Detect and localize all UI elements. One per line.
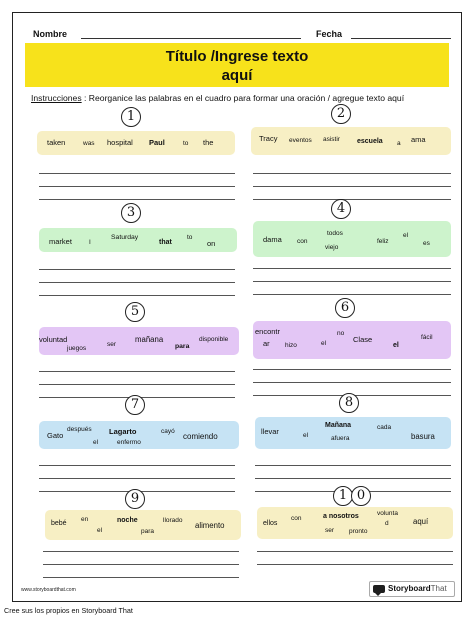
logo-bold-text: Storyboard [388, 584, 431, 593]
word: llorado [163, 517, 183, 524]
word: taken [47, 138, 66, 147]
word: d [385, 520, 389, 527]
word: ar [263, 339, 270, 348]
writing-line [39, 295, 235, 296]
word: hizo [285, 342, 297, 349]
word: I [89, 239, 91, 246]
word-box-8 [255, 417, 451, 449]
word: comiendo [183, 432, 218, 441]
word: aquí [413, 517, 429, 526]
worksheet [12, 12, 462, 602]
exercise-number-9: 9 [125, 489, 145, 509]
writing-line [255, 478, 451, 479]
exercise-number-10-digit-2: 0 [351, 486, 371, 506]
word: a nosotros [323, 513, 359, 520]
writing-line [39, 173, 235, 174]
word: asistir [323, 136, 340, 143]
exercise-number-4: 4 [331, 199, 351, 219]
word-box-5 [39, 327, 239, 355]
word: alimento [195, 521, 225, 530]
exercise-number-7: 7 [125, 395, 145, 415]
word-box-7 [39, 421, 239, 449]
exercise-number-6: 6 [335, 298, 355, 318]
word: fácil [421, 334, 433, 341]
word: llevar [261, 427, 279, 436]
word: Saturday [111, 234, 139, 241]
title-banner [25, 43, 449, 87]
writing-line [257, 564, 453, 565]
word: el [393, 342, 399, 349]
name-line [81, 38, 301, 39]
writing-line [39, 199, 235, 200]
word: Lagarto [109, 427, 137, 436]
word-box-1 [37, 131, 235, 155]
writing-line [253, 369, 451, 370]
word: no [337, 330, 345, 337]
writing-line [43, 551, 239, 552]
word: disponible [199, 336, 229, 343]
word: Mañana [325, 422, 352, 429]
word: was [83, 140, 95, 147]
writing-line [253, 294, 451, 295]
word: to [183, 140, 189, 147]
exercise-number-8: 8 [339, 393, 359, 413]
storyboardthat-logo[interactable] [369, 581, 455, 597]
writing-line [39, 269, 235, 270]
word: el [303, 432, 309, 439]
writing-line [43, 577, 239, 578]
instructions-text: : Reorganice las palabras en el cuadro para formar una oración / agregue texto aquí [81, 93, 405, 103]
word: to [187, 234, 193, 241]
writing-line [253, 281, 451, 282]
speech-bubble-icon [373, 585, 385, 593]
word: dama [263, 235, 282, 244]
writing-line [253, 268, 451, 269]
word: on [207, 239, 216, 248]
word-box-4 [253, 221, 451, 257]
word: enfermo [117, 439, 141, 446]
word: encontr [255, 327, 281, 336]
word: afuera [331, 435, 350, 442]
word: market [49, 237, 72, 246]
word: Tracy [259, 134, 278, 143]
writing-line [255, 465, 451, 466]
word-box-9 [45, 510, 241, 540]
word: en [81, 516, 89, 523]
word: el [403, 232, 409, 239]
bottom-caption[interactable]: Cree sus los propios en Storyboard That [4, 606, 133, 615]
word: el [321, 340, 327, 347]
word: voluntad [39, 335, 68, 344]
instructions [31, 93, 451, 104]
writing-line [39, 384, 235, 385]
word: volunta [377, 510, 398, 517]
word: Clase [353, 335, 373, 344]
title-line-1: Título /Ingrese texto [165, 48, 309, 65]
logo-thin-text: That [430, 584, 447, 593]
writing-line [253, 199, 451, 200]
word: ser [107, 341, 117, 348]
writing-line [43, 564, 239, 565]
exercise-number-5: 5 [125, 302, 145, 322]
exercise-number-10 [333, 486, 371, 506]
word: todos [327, 230, 343, 237]
word: Paul [149, 138, 165, 147]
word: mañana [135, 335, 164, 344]
word: juegos [67, 345, 87, 352]
word: con [297, 238, 308, 245]
word: cada [377, 424, 392, 431]
word: bebé [51, 520, 67, 527]
word: pronto [349, 528, 368, 535]
word: eventos [289, 137, 312, 144]
word: después [67, 426, 92, 433]
word-box-6 [253, 321, 451, 359]
exercise-number-2: 2 [331, 104, 351, 124]
writing-line [39, 186, 235, 187]
word: el [97, 527, 103, 534]
word-box-2 [251, 127, 451, 155]
date-label: Fecha [316, 29, 343, 39]
word: noche [117, 517, 138, 524]
instructions-label: Instrucciones [31, 93, 82, 103]
word: para [141, 528, 155, 535]
word: ama [411, 135, 426, 144]
writing-line [39, 282, 235, 283]
exercise-number-1: 1 [121, 107, 141, 127]
writing-line [39, 371, 235, 372]
word: con [291, 515, 302, 522]
word: es [423, 240, 430, 247]
word: basura [411, 432, 435, 441]
writing-line [257, 551, 453, 552]
word-box-3 [39, 228, 237, 252]
writing-line [39, 465, 235, 466]
word: para [175, 343, 190, 350]
footer-url: www.storyboardthat.com [21, 587, 76, 593]
word: el [93, 439, 99, 446]
writing-line [39, 478, 235, 479]
word: ellos [263, 520, 278, 527]
exercise-number-10-digit-1: 1 [333, 486, 353, 506]
word: escuela [357, 138, 383, 145]
exercise-number-3: 3 [121, 203, 141, 223]
date-line [351, 38, 451, 39]
writing-line [253, 382, 451, 383]
word: feliz [377, 238, 389, 245]
word: ser [325, 527, 335, 534]
word: Gato [47, 431, 64, 440]
word: the [203, 138, 214, 147]
word: viejo [325, 244, 339, 251]
word-box-10 [257, 507, 453, 539]
word: that [159, 239, 172, 246]
word: hospital [107, 138, 133, 147]
word: a [397, 140, 401, 147]
writing-line [253, 173, 451, 174]
writing-line [253, 186, 451, 187]
title-line-2: aquí [221, 67, 253, 84]
word: cayó [161, 428, 175, 435]
name-label: Nombre [33, 29, 68, 39]
